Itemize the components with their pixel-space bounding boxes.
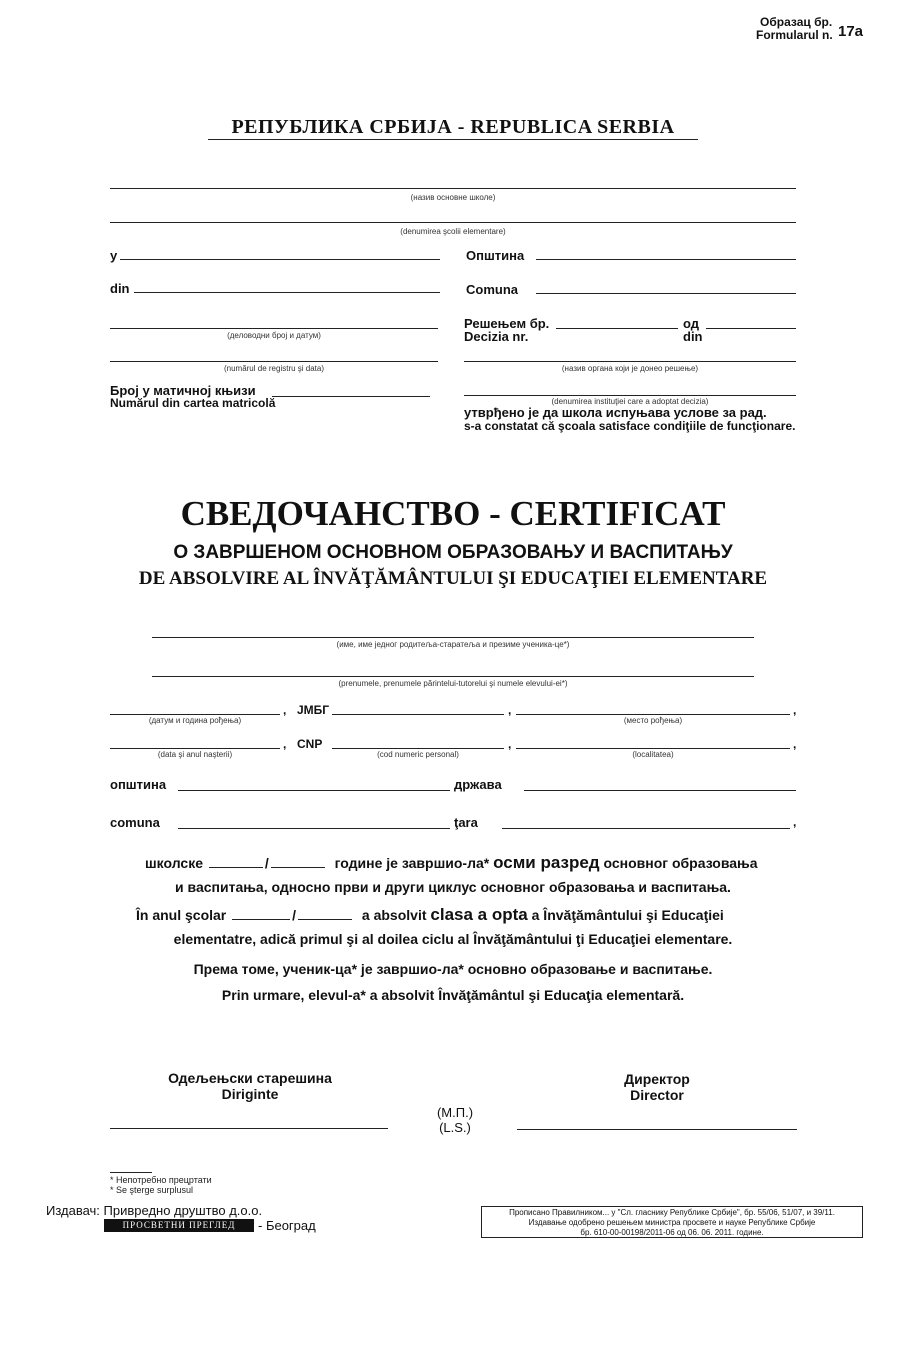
birth-place-hint-sr: (место рођења) [623, 716, 683, 725]
registry-hint-ro: (numărul de registru şi data) [223, 364, 325, 373]
text-line-6: Prin urmare, elevul-a* a absolvit Învăţământul şi Educaţia elementară. [221, 987, 685, 1003]
signature-left [110, 1070, 390, 1102]
birth-date-ro-line [110, 748, 280, 749]
jmbg-label: ЈМБГ [297, 703, 330, 717]
stamp-place [420, 1105, 490, 1135]
student-opstina-label: општина [110, 777, 167, 792]
legal-box [481, 1206, 863, 1238]
year-blank-3 [232, 919, 290, 920]
comma-1: , [283, 703, 287, 717]
student-opstina-line [178, 790, 450, 791]
stamp-label-ro: (L.S.) [439, 1120, 471, 1135]
decision-od-label: од [683, 316, 700, 331]
decision-statement-ro: s-a constatat că şcoala satisface condiţiile de funcţionare. [464, 419, 796, 433]
comma-2: , [508, 703, 512, 717]
legal-line-2: Издавање одобрено решењем министра просвете и науке Републике Србије [528, 1218, 816, 1227]
birth-place-hint-ro: (localitatea) [632, 750, 674, 759]
text-line-3: În anul şcolar / a absolvit clasa a opta a Învăţământului şi Educaţiei [136, 905, 724, 924]
birth-hint-ro: (data şi anul naşterii) [157, 750, 233, 759]
birth-date-line [110, 714, 280, 715]
comuna-line [536, 293, 796, 294]
signature-left-label-sr: Одељењски старешина [168, 1070, 332, 1086]
jmbg-line [332, 714, 504, 715]
student-name-ro-line [152, 676, 754, 677]
text-l1-d: основног образовања [603, 855, 758, 871]
birth-hint-sr: (датум и година рођења) [148, 716, 242, 725]
subtitle-ro: DE ABSOLVIRE AL ÎNVĂŢĂMÂNTULUI ŞI EDUCAŢIEI ELEMENTARE [138, 568, 768, 589]
header-title: РЕПУБЛИКА СРБИЈА - REPUBLICA SERBIA [231, 116, 675, 138]
text-line-2: и васпитања, односно први и други циклус основног образовања и васпитања. [175, 879, 731, 895]
year-blank-1 [209, 867, 263, 868]
decision-date-line [706, 328, 796, 329]
signature-right-line [517, 1129, 797, 1130]
student-comuna-line [178, 828, 450, 829]
place-u-line [120, 259, 440, 260]
school-hint-sr: (назив основне школе) [410, 193, 496, 202]
header-underline [208, 139, 698, 140]
comma-5: , [508, 737, 512, 751]
comma-3: , [793, 703, 797, 717]
birth-place-line [516, 714, 790, 715]
organ-ro-line [464, 395, 796, 396]
decision-statement-sr: утврђено је да школа испуњава услове за рад. [464, 405, 767, 420]
footnote-rule [110, 1172, 152, 1173]
legal-line-1: Прописано Правилником... у "Сл. гласнику Републике Србије", бр. 55/06, 51/07, и 39/11. [509, 1208, 835, 1217]
matbook-label-sr: Број у матичној књизи [110, 383, 256, 398]
decision-label-ro: Decizia nr. [464, 329, 529, 344]
organ-line [464, 361, 796, 362]
stamp-label-sr: (М.П.) [436, 1105, 474, 1120]
comma-7: , [793, 815, 797, 829]
opstina-line [536, 259, 796, 260]
student-comuna-label: comuna [110, 815, 160, 830]
text-l3-b: a absolvit [361, 907, 427, 923]
comma-4: , [283, 737, 287, 751]
text-l1-b: године је завршио-ла* [334, 855, 490, 871]
decision-number-line [556, 328, 678, 329]
text-line-5: Према томе, ученик-ца* је завршио-ла* основно образовање и васпитање. [193, 961, 713, 977]
publisher-logo: ПРОСВЕТНИ ПРЕГЛЕД [104, 1219, 254, 1232]
tara-line [502, 828, 790, 829]
signature-right-label-ro: Director [630, 1087, 684, 1103]
form-number-value: 17а [838, 23, 864, 40]
text-line-1: школске / године је завршио-ла* осми разред основног образовања [145, 853, 758, 872]
school-hint-ro: (denumirea şcolii elementare) [400, 227, 506, 236]
registry-hint-sr: (деловодни број и датум) [227, 331, 321, 340]
signature-left-line [110, 1128, 388, 1129]
year-blank-2 [271, 867, 325, 868]
text-line-4: elementatre, adică primul şi al doilea ciclu al Învăţământului ţi Educaţiei elementare. [173, 931, 733, 947]
student-name-line [152, 637, 754, 638]
footnote [110, 1175, 212, 1195]
comma-6: , [793, 737, 797, 751]
text-l3-d: a Învăţământului şi Educaţiei [531, 907, 724, 923]
cnp-label: CNP [297, 737, 323, 751]
text-l3-c: clasa a opta [430, 905, 528, 924]
cnp-line [332, 748, 504, 749]
signature-right [517, 1071, 797, 1103]
organ-hint-sr: (назив органа који је донео решење) [561, 364, 699, 373]
cnp-hint: (cod numeric personal) [377, 750, 459, 759]
footnote-ro: * Se şterge surplusul [110, 1185, 194, 1195]
legal-line-3: бр. 610-00-00198/2011-06 од 06. 06. 2011. године. [580, 1228, 764, 1237]
certificate-title: СВЕДОЧАНСТВО - CERTIFICAT [180, 494, 726, 533]
matbook-line [272, 396, 430, 397]
text-l3-a: În anul şcolar [136, 907, 227, 923]
signature-right-label-sr: Директор [624, 1071, 690, 1087]
matbook-label-ro: Numărul din cartea matricolă [110, 396, 276, 410]
publisher-city: - Београд [258, 1218, 316, 1233]
birth-place-ro-line [516, 748, 790, 749]
school-name-line [110, 188, 796, 189]
drzava-label: држава [454, 777, 502, 792]
year-blank-4 [298, 919, 352, 920]
subtitle-sr: О ЗАВРШЕНОМ ОСНОВНОМ ОБРАЗОВАЊУ И ВАСПИТАЊУ [173, 542, 733, 563]
opstina-label: Општина [466, 248, 525, 263]
form-number-label-sr: Образац бр. [760, 15, 833, 29]
decision-din-label: din [683, 329, 703, 344]
student-name-hint-ro: (prenumele, prenumele părintelui-tutorelui şi numele elevului-ei*) [338, 679, 568, 688]
signature-left-label-ro: Diriginte [221, 1086, 279, 1102]
form-number-label-ro: Formularul n. [756, 28, 833, 42]
comuna-label: Comuna [466, 282, 518, 297]
place-u-label: у [110, 248, 118, 263]
text-l1-a: школске [145, 855, 203, 871]
text-l1-c: осми разред [493, 853, 600, 872]
organ-hint-ro: (denumirea instituţiei care a adoptat decizia) [551, 397, 709, 406]
publisher-label: Издавач: Привредно друштво д.о.о. [46, 1203, 263, 1218]
tara-label: ţara [454, 815, 478, 830]
school-name-ro-line [110, 222, 796, 223]
place-din-line [134, 292, 440, 293]
footnote-sr: * Непотребно прецртати [110, 1175, 212, 1185]
student-name-hint-sr: (име, име једног родитеља-старатеља и презиме ученика-це*) [336, 640, 570, 649]
registry-line [110, 328, 438, 329]
registry-ro-line [110, 361, 438, 362]
place-din-label: din [110, 281, 130, 296]
decision-label-sr: Решењем бр. [464, 316, 550, 331]
drzava-line [524, 790, 796, 791]
